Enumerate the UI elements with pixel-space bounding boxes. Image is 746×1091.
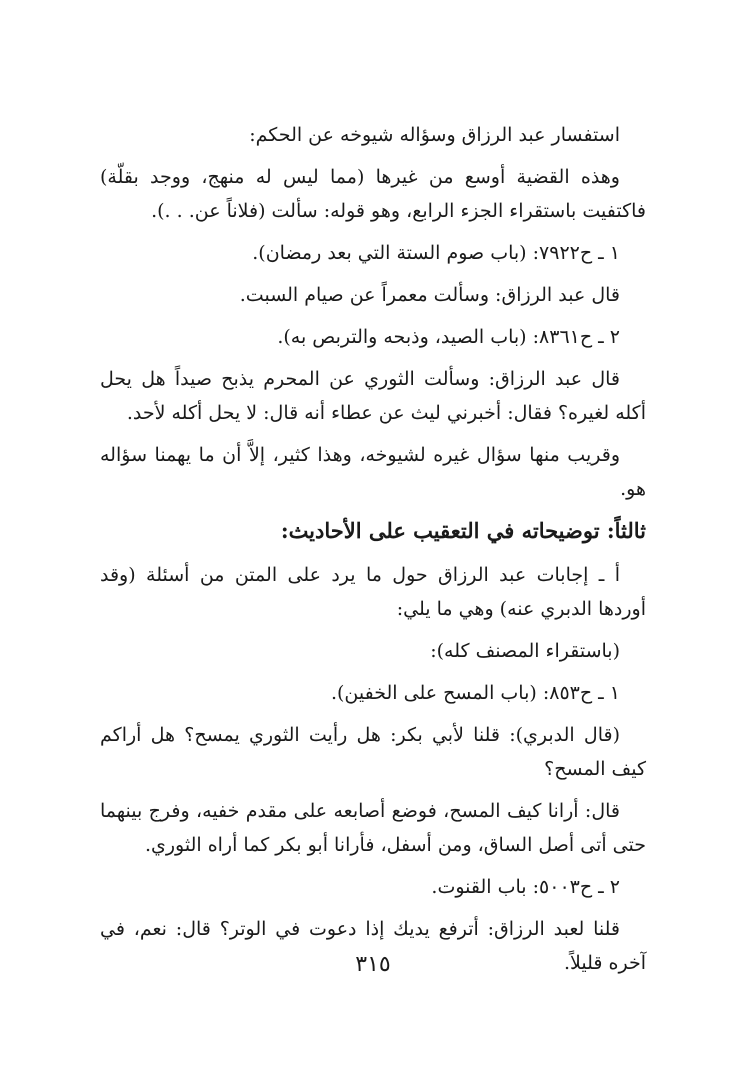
paragraph-answers-intro: أ ـ إجابات عبد الرزاق حول ما يرد على المتن من أسئلة (وقد أوردها الدبري عنه) وهي ما يلي: (100, 564, 646, 620)
paragraph-dabari-question: (قال الدبري): قلنا لأبي بكر: هل رأيت الثوري يمسح؟ هل أراكم كيف المسح؟ (100, 724, 646, 780)
paragraph-maamar-question: قال عبد الرزاق: وسألت معمراً عن صيام السبت. (239, 284, 620, 306)
paragraph-hadith-853: ١ ـ ح٨٥٣: (باب المسح على الخفين). (330, 682, 620, 704)
page-number: ٣١٥ (355, 952, 391, 977)
paragraph-others-questions: وقريب منها سؤال غيره لشيوخه، وهذا كثير، إلاَّ أن ما يهمنا سؤاله هو. (100, 444, 646, 500)
paragraph-hadith-8361: ٢ ـ ح٨٣٦١: (باب الصيد، وذبحه والتربص به). (277, 326, 620, 348)
paragraph-witr-question: قلنا لعبد الرزاق: أترفع يديك إذا دعوت في الوتر؟ قال: نعم، في آخره قليلاً. (100, 918, 646, 974)
paragraph-hadith-5003: ٢ ـ ح٥٠٠٣: باب القنوت. (431, 876, 620, 898)
section-heading: ثالثاً: توضيحاته في التعقيب على الأحاديث: (280, 518, 646, 543)
paragraph-survey-note: (باستقراء المصنف كله): (430, 640, 620, 662)
paragraph-masah-answer: قال: أرانا كيف المسح، فوضع أصابعه على مقدم خفيه، وفرج بينهما حتى أتى أصل الساق، ومن أسفل، فأرانا أبو بكر كما أراه الثوري. (100, 800, 646, 856)
page-body (100, 118, 646, 988)
paragraph-inquiry-title: استفسار عبد الرزاق وسؤاله شيوخه عن الحكم: (249, 124, 620, 146)
paragraph-scope: وهذه القضية أوسع من غيرها (مما ليس له منهج، ووجد بقلّة) فاكتفيت باستقراء الجزء الرابع، وهو قوله: سألت (فلاناً عن. . .). (100, 166, 646, 222)
paragraph-thawri-question: قال عبد الرزاق: وسألت الثوري عن المحرم يذبح صيداً هل يحل أكله لغيره؟ فقال: أخبرني ليث عن عطاء أنه قال: لا يحل أكله لأحد. (100, 368, 646, 424)
paragraph-hadith-7922: ١ ـ ح٧٩٢٢: (باب صوم الستة التي بعد رمضان). (252, 242, 620, 264)
